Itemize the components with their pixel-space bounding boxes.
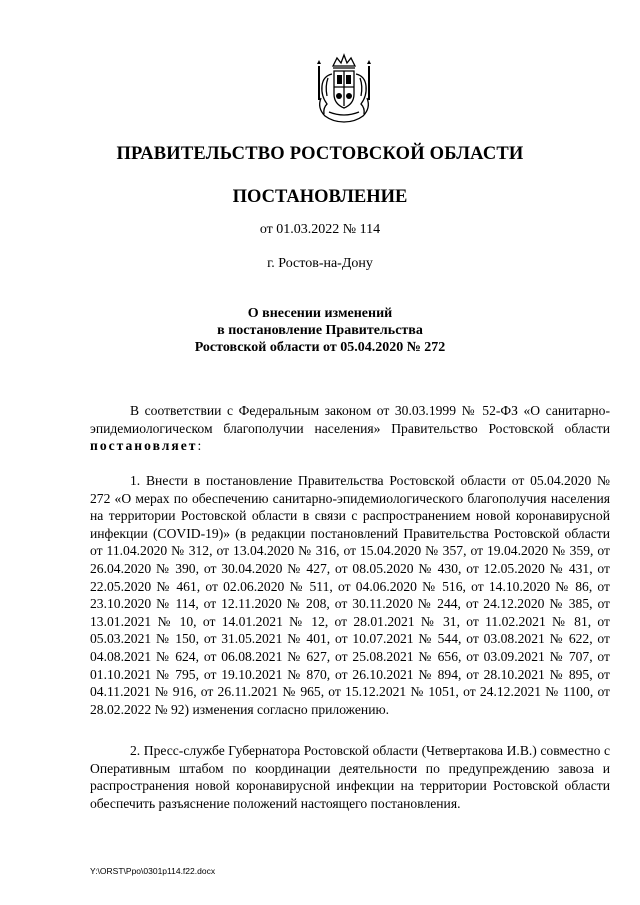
document-type: ПОСТАНОВЛЕНИЕ (232, 187, 408, 207)
government-title: ПРАВИТЕЛЬСТВО РОСТОВСКОЙ ОБЛАСТИ (116, 144, 524, 164)
paragraph-1 (90, 472, 610, 718)
intro-text: В соответствии с Федеральным законом от 30.03.1999 № 52-ФЗ «О санитарно-эпидемиологическом благополучии населения» Правительство Ростовской области (90, 403, 610, 436)
rostov-oblast-coat-of-arms-icon (313, 52, 375, 124)
date-number: от 01.03.2022 № 114 (259, 222, 381, 237)
intro-end: : (197, 438, 202, 454)
subject-line-3: Ростовской области от 05.04.2020 № 272 (194, 340, 446, 355)
city: г. Ростов-на-Дону (267, 256, 373, 271)
intro-paragraph (90, 402, 610, 455)
subject-line-2: в постановление Правительства (217, 323, 423, 338)
paragraph-2 (90, 742, 610, 812)
document-subject (0, 305, 640, 356)
paragraph-2-text: 2. Пресс-службе Губернатора Ростовской области (Четвертакова И.В.) совместно с Оперативным штабом по координации деятельности по предупреждению завоза и распространения новой коронавирусной инфекции на территории Ростовской области обеспечить разъяснение положений настоящего постановления. (90, 743, 610, 811)
paragraph-1-text: 1. Внести в постановление Правительства Ростовской области от 05.04.2020 № 272 «О мерах по обеспечению санитарно-эпидемиологического благополучия населения на территории Ростовской области в связи с распространением новой коронавирусной инфекции (COVID-19)» (в редакции постановлений Правительства Ростовской области от 11.04.2020 № 312, от 13.04.2020 № 316, от 15.04.2020 № 357, от 19.04.2020 № 359, от 26.04.2020 № 390, от 30.04.2020 № 427, от 08.05.2020 № 430, от 12.05.2020 № 431, от 22.05.2020 № 461, от 02.06.2020 № 511, от 04.06.2020 № 516, от 14.10.2020 № 86, от 23.10.2020 № 114, от 12.11.2020 № 208, от 30.11.2020 № 244, от 24.12.2020 № 385, от 13.01.2021 № 10, от 14.01.2021 № 12, от 28.01.2021 № 31, от 11.02.2021 № 81, от 05.03.2021 № 150, от 31.05.2021 № 401, от 10.07.2021 № 544, от 03.08.2021 № 622, от 04.08.2021 № 624, от 06.08.2021 № 627, от 25.08.2021 № 656, от 03.09.2021 № 707, от 01.10.2021 № 795, от 19.10.2021 № 870, от 26.10.2021 № 894, от 28.10.2021 № 895, от 04.11.2021 № 916, от 26.11.2021 № 965, от 15.12.2021 № 1051, от 24.12.2021 № 1100, от 28.02.2022 № 92) изменения согласно приложению. (90, 473, 610, 717)
intro-keyword: постановляет (90, 438, 198, 454)
subject-line-1: О внесении изменений (247, 306, 393, 321)
footer-file-path: Y:\ORST\Ppo\0301p114.f22.docx (90, 866, 216, 876)
